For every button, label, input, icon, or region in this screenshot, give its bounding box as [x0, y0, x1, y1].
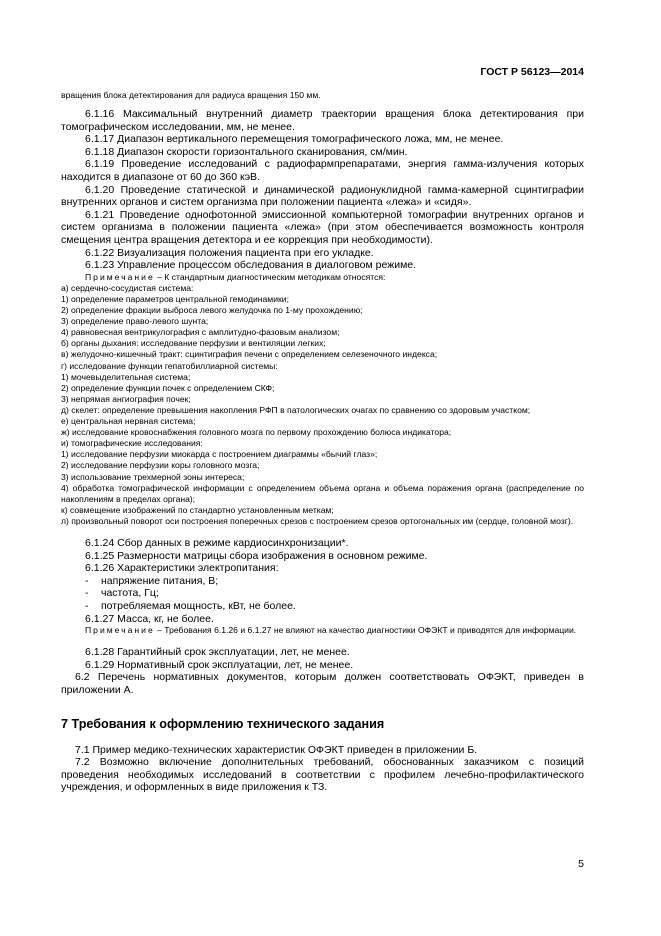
list-item: 1) определение параметров центральной гемодинамики;: [61, 294, 289, 304]
clause-6-1-22: 6.1.22 Визуализация положения пациента при его укладке.: [85, 246, 374, 259]
text-line: вращения блока детектирования для радиуса вращения 150 мм.: [61, 90, 321, 100]
clause-6-1-19: 6.1.19 Проведение исследований с радиофармпрепаратами, энергия гамма-излучения которых находится в диапазоне от 60 до 360 кэВ.: [61, 158, 584, 184]
list-item: б) органы дыхания: исследование перфузии и вентиляции легких;: [61, 338, 326, 349]
standard-header: ГОСТ Р 56123—2014: [480, 66, 584, 78]
clause-7-1: 7.1 Пример медико-технических характеристик ОФЭКТ приведен в приложении Б.: [75, 743, 478, 756]
clause-7-2: 7.2 Возможно включение дополнительных требований, обоснованных заказчиком с позиций проведения необходимых исследований в соответствии с профилем лечебно-профилактического учреждения, и оформленных в виде приложения к ТЗ.: [61, 756, 584, 794]
clause-6-1-16: 6.1.16 Максимальный внутренний диаметр траектории вращения блока детектирования при томографическом исследовании, мм, не менее.: [61, 108, 584, 133]
page-number: 5: [578, 858, 584, 870]
list-item: и) томографические исследования:: [61, 438, 203, 449]
note-label: Примечание: [85, 625, 155, 636]
clause-6-1-21: 6.1.21 Проведение однофотонной эмиссионной компьютерной томографии внутренних органов и систем организма в положении пациента «лежа» (при этом обеспечивается возможность контроля смещения центра вращения детектора и ее коррекция при необходимости).: [61, 208, 584, 247]
list-item: е) центральная нервная система;: [61, 416, 196, 427]
list-item: л) произвольный поворот оси построения поперечных срезов с построением срезов ортогональных им (сердце, головной мозг).: [61, 515, 574, 526]
clause-6-1-20: 6.1.20 Проведение статической и динамической радионуклидной гамма-камерной сцинтиграфии внутренних органов и систем организма при положении пациента «лежа» и «сидя».: [61, 183, 584, 209]
list-item: к) совмещение изображений по стандартно установленным меткам;: [61, 504, 334, 515]
note-2: [61, 625, 584, 636]
list-item: 3) определение право-левого шунта;: [61, 316, 209, 327]
note-text: – Требования 6.1.26 и 6.1.27 не влияют на качество диагностики ОФЭКТ и приводятся для информации.: [154, 625, 577, 636]
list-item: 1) исследование перфузии миокарда с построением диаграммы «бычий глаз»;: [61, 449, 378, 460]
clause-6-1-23: 6.1.23 Управление процессом обследования в диалоговом режиме.: [85, 259, 417, 272]
list-item: 3) непрямая ангиография почек;: [61, 393, 191, 404]
dash-item: - частота, Гц;: [61, 587, 584, 600]
dash-item: - напряжение питания, В;: [61, 575, 584, 588]
clause-6-1-27: 6.1.27 Масса, кг, не более.: [85, 612, 214, 625]
clause-6-1-17: 6.1.17 Диапазон вертикального перемещения томографического ложа, мм, не менее.: [85, 133, 504, 146]
list-item: д) скелет: определение превышения накопления РФП в патологических очагах по сравнению со здоровым участком;: [61, 404, 531, 415]
list-item: а) сердечно-сосудистая система:: [61, 282, 194, 293]
dash-item: - потребляемая мощность, кВт, не более.: [61, 600, 584, 613]
document-body: [61, 90, 584, 794]
list-item: 1) мочевыделительная система;: [61, 371, 191, 382]
list-item: 2) определение фракции выброса левого желудочка по 1-му прохождению;: [61, 305, 363, 316]
list-item: г) исследование функции гепатобиллиарной системы:: [61, 360, 278, 371]
list-item: 3) использование трехмерной зоны интереса;: [61, 471, 245, 482]
note-text: – К стандартным диагностическим методикам относятся:: [154, 271, 386, 282]
section-7-heading: 7 Требования к оформлению технического задания: [61, 716, 385, 731]
clause-6-1-28: 6.1.28 Гарантийный срок эксплуатации, лет, не менее.: [85, 646, 350, 659]
note-1: [61, 272, 584, 283]
note-label: Примечание: [85, 271, 155, 282]
list-item: 2) исследование перфузии коры головного мозга;: [61, 460, 260, 471]
clause-6-1-25: 6.1.25 Размерности матрицы сбора изображения в основном режиме.: [85, 549, 428, 562]
list-item: ж) исследование кровоснабжения головного мозга по первому прохождению болюса индикатора;: [61, 427, 452, 438]
list-item: 4) равновесная вентрикулография с амплитудно-фазовым анализом;: [61, 327, 340, 338]
clause-6-1-29: 6.1.29 Нормативный срок эксплуатации, лет, не менее.: [85, 658, 354, 671]
clause-6-2: 6.2 Перечень нормативных документов, которым должен соответствовать ОФЭКТ, приведен в приложении А.: [61, 671, 584, 696]
list-item: 4) обработка томографической информации с определением объема органа и объема поражения органа (распределение по накоплениям в пределах органа);: [61, 482, 584, 504]
list-item: в) желудочно-кишечный тракт: сцинтиграфия печени с определением селезеночного индекса;: [61, 349, 438, 360]
clause-6-1-18: 6.1.18 Диапазон скорости горизонтального сканирования, см/мин.: [85, 145, 408, 158]
list-item: 2) определение функции почек с определением СКФ;: [61, 382, 275, 393]
clause-6-1-24: 6.1.24 Сбор данных в режиме кардиосинхронизации*.: [85, 536, 349, 549]
clause-6-1-26: 6.1.26 Характеристики электропитания:: [85, 562, 279, 575]
